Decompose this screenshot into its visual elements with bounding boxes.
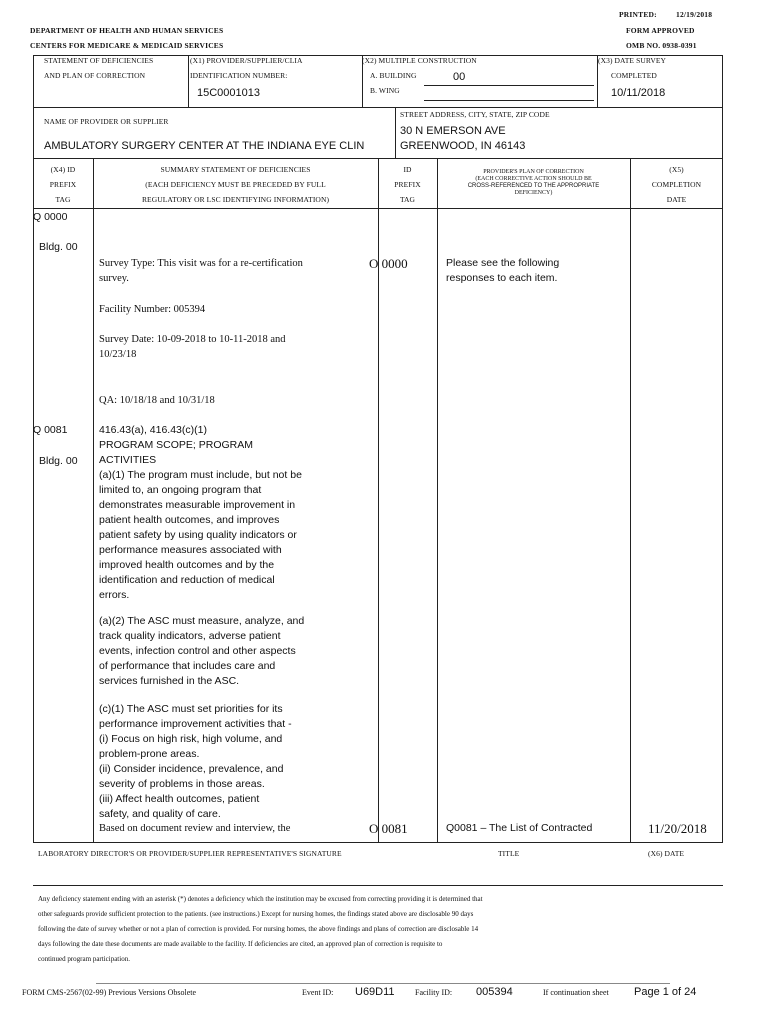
disclaimer-line-3: following the date of survey whether or not a plan of correction is provided. For nursing homes, the above findings and plans of correction are disclosable 14 [38,925,479,933]
address-line-1: 30 N EMERSON AVE [400,125,506,137]
printed-date: 12/19/2018 [676,10,713,19]
statement-label-2: AND PLAN OF CORRECTION [44,71,146,80]
paragraph-a2: (a)(2) The ASC must measure, analyze, and track quality indicators, adverse patient events, infection control and other aspects of performance that includes care and services furnished in the ASC. [99,615,305,687]
completion-date-q0081: 11/20/2018 [648,821,707,836]
building-value: 00 [453,71,466,83]
facility-id-value: 005394 [476,986,513,998]
x5-header-3: DATE [666,195,687,204]
wing-underline [424,100,594,101]
tag-q0000: Q 0000 [33,211,68,223]
provider-label: NAME OF PROVIDER OR SUPPLIER [44,117,169,126]
plan-o0081: Q0081 – The List of Contracted [446,822,593,834]
event-id-value: U69D11 [355,986,395,998]
disclaimer-line-5: continued program participation. [38,955,130,963]
x3-label-2: COMPLETED [611,71,657,80]
plan-header-4: DEFICIENCY) [514,190,553,196]
printed-label: PRINTED: [619,10,657,19]
x6-date-label: (X6) DATE [648,849,685,858]
disclaimer-line-2: other safeguards provide sufficient protection to the patients. (see instructions.) Except for nursing homes, the findings stated above are disclosable 90 days [38,910,474,918]
id-header-1: ID [403,165,412,174]
x1-label-2: IDENTIFICATION NUMBER: [190,71,288,80]
x1-label-1: (X1) PROVIDER/SUPPLIER/CLIA [190,56,303,65]
x5-header-1: (X5) [669,165,684,174]
x4-header-2: PREFIX [49,180,77,189]
qa-text: QA: 10/18/18 and 10/31/18 [99,395,215,406]
building-label: A. BUILDING [370,71,417,80]
plan-o0000: Please see the following responses to each item. [446,257,560,284]
statement-label-1: STATEMENT OF DEFICIENCIES [44,56,154,65]
x2-label: (X2) MULTIPLE CONSTRUCTION [362,56,477,65]
summary-header-3: REGULATORY OR LSC IDENTIFYING INFORMATION) [141,195,330,204]
bldg-q0000: Bldg. 00 [39,241,78,253]
summary-header-1: SUMMARY STATEMENT OF DEFICIENCIES [160,165,311,174]
x3-value: 10/11/2018 [611,87,666,99]
form-approved: FORM APPROVED [626,26,695,35]
id-o0000: O 0000 [369,256,408,271]
survey-date-text: Survey Date: 10-09-2018 to 10-11-2018 and 10/23/18 [99,334,286,360]
paragraph-c1: (c)(1) The ASC must set priorities for its performance improvement activities that - (i) Focus on high risk, high volume, and problem-prone areas. (ii) Consider incidence, prevalence, and severity of problems in those areas. (iii) Affect health outcomes, patient safety, and quality of care. [99,703,292,820]
x3-label-1: (X3) DATE SURVEY [598,56,667,65]
wing-label: B. WING [370,86,400,95]
based-on-text: Based on document review and interview, the [99,823,291,834]
signature-label: LABORATORY DIRECTOR'S OR PROVIDER/SUPPLIER REPRESENTATIVE'S SIGNATURE [38,849,342,858]
provider-name: AMBULATORY SURGERY CENTER AT THE INDIANA EYE CLIN [44,140,365,152]
centers-name: CENTERS FOR MEDICARE & MEDICAID SERVICES [30,41,224,50]
plan-header-1: PROVIDER'S PLAN OF CORRECTION [483,169,584,175]
title-label: TITLE [498,849,520,858]
col-divider-plan [630,158,631,843]
building-underline [424,85,594,86]
facility-number-text: Facility Number: 005394 [99,304,206,315]
signature-divider [33,885,723,886]
x1-value: 15C0001013 [197,87,261,99]
x4-header-3: TAG [55,195,71,204]
address-label: STREET ADDRESS, CITY, STATE, ZIP CODE [400,110,550,119]
x5-header-2: COMPLETION [651,180,702,189]
regulation-text: 416.43(a), 416.43(c)(1) PROGRAM SCOPE; PROGRAM ACTIVITIES (a)(1) The program must include, but not be limited to, an ongoing program that demonstrates measurable improvement in patient health outcomes, and improves patient safety by using quality indicators or performance measures associated with improved health outcomes and by the identification and reduction of medical errors. [99,424,302,601]
x4-header-1: (X4) ID [50,165,76,174]
survey-type-text: Survey Type: This visit was for a re-certification survey. [99,258,303,284]
disclaimer-line-1: Any deficiency statement ending with an asterisk (*) denotes a deficiency which the institution may be excused from correcting providing it is determined that [38,895,483,903]
footer-rule [96,983,670,984]
id-header-2: PREFIX [394,180,421,189]
omb-number: OMB NO. 0938-0391 [626,41,697,50]
facility-id-label: Facility ID: [415,988,453,997]
page-number: Page 1 of 24 [634,986,697,998]
address-line-2: GREENWOOD, IN 46143 [400,140,526,152]
col-divider-x4 [93,158,94,843]
department-name: DEPARTMENT OF HEALTH AND HUMAN SERVICES [30,26,224,35]
disclaimer-line-4: days following the date these documents are made available to the facility. If deficiencies are cited, an approved plan of correction is requisite to [38,940,443,948]
id-header-3: TAG [399,195,416,204]
form-number: FORM CMS-2567(02-99) Previous Versions Obsolete [22,988,197,997]
bldg-q0081: Bldg. 00 [39,455,78,467]
id-o0081: O 0081 [369,821,408,836]
plan-header-3: CROSS-REFERENCED TO THE APPROPRIATE [467,183,600,189]
summary-header-2: (EACH DEFICIENCY MUST BE PRECEDED BY FULL [145,180,326,189]
tag-q0081: Q 0081 [33,424,68,436]
plan-header-2: (EACH CORRECTIVE ACTION SHOULD BE [475,176,592,182]
continuation-label: If continuation sheet [543,988,609,997]
event-id-label: Event ID: [302,988,334,997]
col-divider-id [437,158,438,843]
